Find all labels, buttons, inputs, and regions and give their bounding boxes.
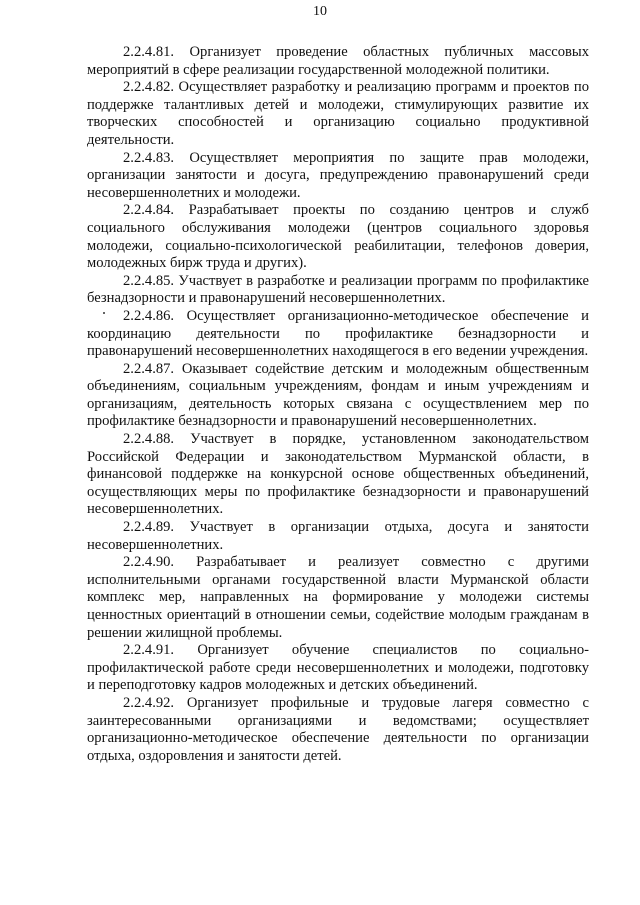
paragraph-2-2-4-81: 2.2.4.81. Организует проведение областных публичных массовых мероприятий в сфере реализации государственной молодежной политики.: [87, 44, 589, 78]
page-number: 10: [313, 4, 327, 19]
paragraph-2-2-4-84: 2.2.4.84. Разрабатывает проекты по созданию центров и служб социального обслуживания молодежи (центров социального здоровья молодежи, социально-психологической реабилитации, телефонов доверия, молодежных бирж труда и других).: [87, 202, 589, 272]
document-body: [87, 44, 589, 765]
paragraph-2-2-4-87: 2.2.4.87. Оказывает содействие детским и молодежным общественным объединениям, социальным учреждениям, фондам и иным учреждениям и организациям, деятельность которых связана с осуществлением мер по профилактике безнадзорности и правонарушений несовершеннолетних.: [87, 360, 589, 430]
paragraph-2-2-4-88: 2.2.4.88. Участвует в порядке, установленном законодательством Российской Федерации и законодательством Мурманской области, в финансовой поддержке на конкурсной основе общественных объединений, осуществляющих меры по профилактике безнадзорности и правонарушений несовершеннолетних.: [87, 431, 589, 518]
paragraph-2-2-4-92: 2.2.4.92. Организует профильные и трудовые лагеря совместно с заинтересованными организациями и ведомствами; осуществляет организационно-методическое обеспечение деятельности по организации отдыха, оздоровления и занятости детей.: [87, 694, 589, 764]
paragraph-2-2-4-89: 2.2.4.89. Участвует в организации отдыха, досуга и занятости несовершеннолетних.: [87, 519, 589, 553]
paragraph-2-2-4-86: 2.2.4.86. Осуществляет организационно-методическое обеспечение и координацию деятельности по профилактике безнадзорности и правонарушений несовершеннолетних находящегося в его ведении учреждения.: [87, 307, 589, 360]
paragraph-2-2-4-91: 2.2.4.91. Организует обучение специалистов по социально-профилактической работе среди несовершеннолетних и молодежи, подготовку и переподготовку кадров молодежных и детских объединений.: [87, 642, 589, 694]
paragraph-2-2-4-82: 2.2.4.82. Осуществляет разработку и реализацию программ и проектов по поддержке талантливых детей и молодежи, стимулирующих развитие их творческих способностей и организацию социально продуктивной деятельности.: [87, 79, 589, 148]
paragraph-2-2-4-90: 2.2.4.90. Разрабатывает и реализует совместно с другими исполнительными органами государственной власти Мурманской области комплекс мер, направленных на формирование у молодежи системы ценностных ориентаций в отношении семьи, содействие молодым гражданам в решении жилищной проблемы.: [87, 554, 589, 641]
paragraph-2-2-4-85: 2.2.4.85. Участвует в разработке и реализации программ по профилактике безнадзорности и правонарушений несовершеннолетних.: [87, 272, 589, 307]
paragraph-2-2-4-83: 2.2.4.83. Осуществляет мероприятия по защите прав молодежи, организации занятости и досуга, предупреждению правонарушений среди несовершеннолетних и молодежи.: [87, 149, 589, 201]
